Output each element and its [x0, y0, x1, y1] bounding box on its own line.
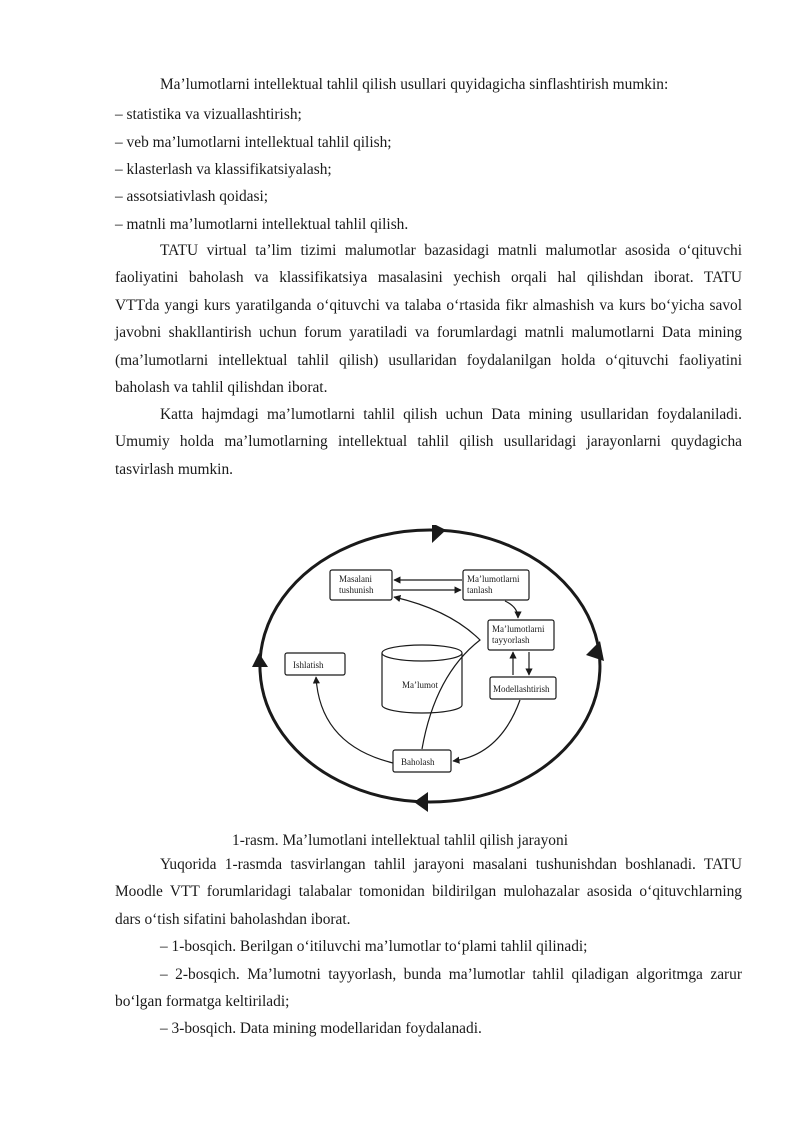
- method-item: – matnli ma’lumotlarni intellektual tahlil qilish.: [115, 216, 409, 233]
- data-mining-process-diagram: [250, 525, 610, 815]
- outer-arrowhead-right: [586, 641, 604, 661]
- outer-arrowhead-bottom: [414, 792, 428, 812]
- database-cylinder: [382, 645, 462, 713]
- step-2-line: bo‘lgan formatga keltiriladi;: [115, 993, 290, 1010]
- arrow-tanlash-to-tayyorlash: [505, 601, 518, 618]
- step-2-line: – 2-bosqich. Ma’lumotni tayyorlash, bunda ma’lumotlar tahlil qiladigan algoritmga zarur: [160, 966, 742, 983]
- paragraph-line: baholash va tahlil qilishdan iborat.: [115, 379, 328, 396]
- database-label: Ma’lumot: [402, 680, 438, 690]
- tayyorlash-label: Ma’lumotlarni: [492, 624, 545, 634]
- paragraph-line: Moodle VTT forumlaridagi talabalar tomonidan bildirilgan mulohazalar asosida o‘qituvchlarning: [115, 883, 742, 900]
- method-item: – statistika va vizuallashtirish;: [115, 106, 302, 123]
- paragraph-line: VTTda yangi kurs yaratilganda o‘qituvchi va talaba o‘rtasida fikr almashish va kurs bo‘yicha savol: [115, 297, 742, 314]
- step-3: – 3-bosqich. Data mining modellaridan foydalanadi.: [160, 1020, 482, 1037]
- box-malumotlarni-tayyorlash: [488, 620, 554, 650]
- box-ishlatish: [285, 653, 345, 675]
- paragraph-line: Katta hajmdagi ma’lumotlarni tahlil qilish uchun Data mining usullaridan foydalaniladi.: [160, 406, 742, 423]
- method-item: – veb ma’lumotlarni intellektual tahlil qilish;: [115, 134, 392, 151]
- paragraph-line: faoliyatini baholash va klassifikatsiya masalasini yechish orqali hal qilishdan iborat. TATU: [115, 269, 742, 286]
- figure-caption: 1-rasm. Ma’lumotlani intellektual tahlil qilish jarayoni: [232, 832, 568, 849]
- box-modellashtirish: [490, 677, 556, 699]
- method-item: – klasterlash va klassifikatsiyalash;: [115, 161, 332, 178]
- paragraph-line: Yuqorida 1-rasmda tasvirlangan tahlil jarayoni masalani tushunishdan boshlanadi. TATU: [160, 856, 742, 873]
- paragraph-line: dars o‘tish sifatini baholashdan iborat.: [115, 911, 351, 928]
- ishlatish-label: Ishlatish: [293, 660, 324, 670]
- step-1: – 1-bosqich. Berilgan o‘itiluvchi ma’lumotlar to‘plami tahlil qilinadi;: [160, 938, 588, 955]
- tanlash-label: Ma’lumotlarni: [467, 574, 520, 584]
- arrow-modellash-to-baholash: [453, 700, 520, 761]
- tanlash-label-2: tanlash: [467, 585, 493, 595]
- box-malumotlarni-tanlash: [463, 570, 529, 600]
- intro-line: Ma’lumotlarni intellektual tahlil qilish usullari quyidagicha sinflashtirish mumkin:: [160, 76, 669, 93]
- paragraph-line: tasvirlash mumkin.: [115, 461, 233, 478]
- paragraph-line: (ma’lumotlarni intellektual tahlil qilish) usullaridan foydalanilgan holda o‘qituvchi faoliyatini: [115, 352, 742, 369]
- method-item: – assotsiativlash qoidasi;: [115, 188, 269, 205]
- outer-arrowhead-top: [432, 525, 446, 543]
- modellashtirish-label: Modellashtirish: [493, 684, 550, 694]
- baholash-label: Baholash: [401, 757, 435, 767]
- box-masalani-tushunish: [330, 570, 392, 600]
- masalani-label: Masalani: [339, 574, 372, 584]
- tayyorlash-label-2: tayyorlash: [492, 635, 530, 645]
- paragraph-line: TATU virtual ta’lim tizimi malumotlar bazasidagi matnli malumotlar asosida o‘qituvchi: [160, 242, 742, 259]
- box-baholash: [393, 750, 451, 772]
- masalani-label-2: tushunish: [339, 585, 374, 595]
- paragraph-line: javobni shakllantirish uchun forum yaratiladi va forumlardagi matnli malumotlarni Data mining: [115, 324, 742, 341]
- outer-arrowhead-left: [252, 653, 268, 667]
- paragraph-line: Umumiy holda ma’lumotlarning intellektual tahlil qilish usullaridagi jarayonlarni quydagicha: [115, 433, 742, 450]
